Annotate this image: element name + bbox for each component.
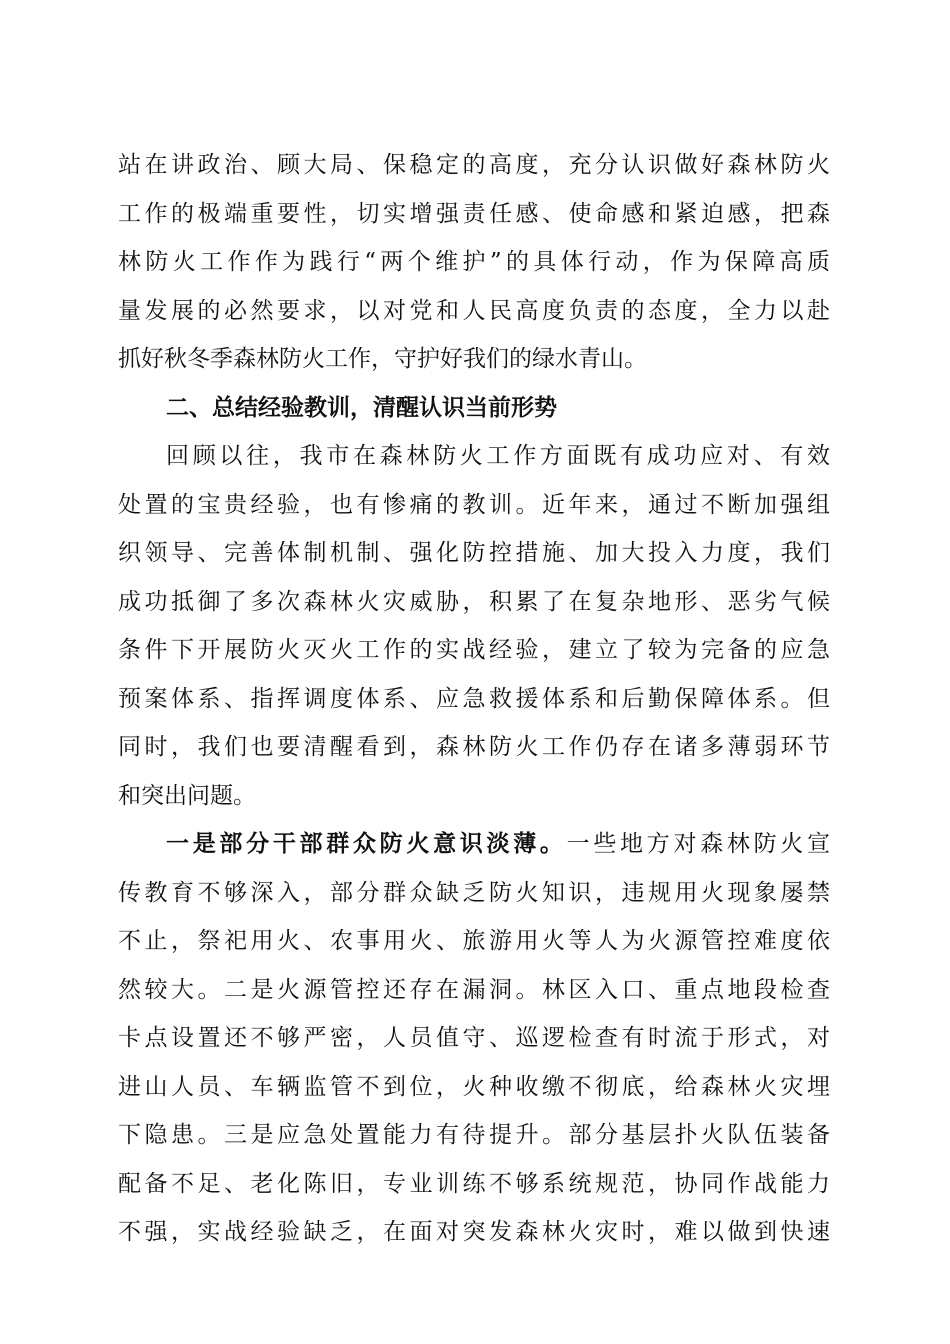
paragraph-line: 工作的极端重要性，切实增强责任感、使命感和紧迫感，把森 <box>118 200 830 227</box>
paragraph-line: 配备不足、老化陈旧，专业训练不够系统规范，协同作战能力 <box>118 1170 830 1197</box>
paragraph-line: 和突出问题。 <box>118 782 256 809</box>
paragraph-line: 成功抵御了多次森林火灾威胁，积累了在复杂地形、恶劣气候 <box>118 588 830 615</box>
paragraph-line: 然较大。二是火源管控还存在漏洞。林区入口、重点地段检查 <box>118 976 830 1003</box>
paragraph-line: 进山人员、车辆监管不到位，火种收缴不彻底，给森林火灾埋 <box>118 1073 830 1100</box>
paragraph-line: 站在讲政治、顾大局、保稳定的高度，充分认识做好森林防火 <box>118 152 830 178</box>
paragraph-line: 回顾以往，我市在森林防火工作方面既有成功应对、有效 <box>166 443 830 469</box>
lead-phrase: 一是部分干部群众防火意识淡薄。 <box>166 831 567 857</box>
paragraph-line <box>118 820 830 869</box>
paragraph-line: 林防火工作作为践行“两个维护”的具体行动，作为保障高质 <box>118 249 830 275</box>
paragraph-line: 处置的宝贵经验，也有惨痛的教训。近年来，通过不断加强组 <box>118 491 830 518</box>
document-body <box>118 141 830 1257</box>
paragraph-line: 条件下开展防火灭火工作的实战经验，建立了较为完备的应急 <box>118 637 830 663</box>
paragraph-line: 传教育不够深入，部分群众缺乏防火知识，违规用火现象屡禁 <box>118 879 830 906</box>
line-rest: 一些地方对森林防火宣 <box>566 831 830 857</box>
paragraph-line: 抓好秋冬季森林防火工作，守护好我们的绿水青山。 <box>118 346 647 372</box>
paragraph-line: 不止，祭祀用火、农事用火、旅游用火等人为火源管控难度依 <box>118 928 830 954</box>
paragraph-line: 同时，我们也要清醒看到，森林防火工作仍存在诸多薄弱环节 <box>118 734 830 760</box>
paragraph-line: 不强，实战经验缺乏，在面对突发森林火灾时，难以做到快速 <box>118 1219 830 1245</box>
paragraph-line: 织领导、完善体制机制、强化防控措施、加大投入力度，我们 <box>118 540 830 566</box>
paragraph-line: 下隐患。三是应急处置能力有待提升。部分基层扑火队伍装备 <box>118 1122 830 1148</box>
paragraph-line: 卡点设置还不够严密，人员值守、巡逻检查有时流于形式，对 <box>118 1025 830 1051</box>
paragraph-line: 预案体系、指挥调度体系、应急救援体系和后勤保障体系。但 <box>118 685 830 712</box>
paragraph-line: 量发展的必然要求，以对党和人民高度负责的态度，全力以赴 <box>118 297 830 324</box>
section-heading: 二、总结经验教训，清醒认识当前形势 <box>166 394 557 421</box>
